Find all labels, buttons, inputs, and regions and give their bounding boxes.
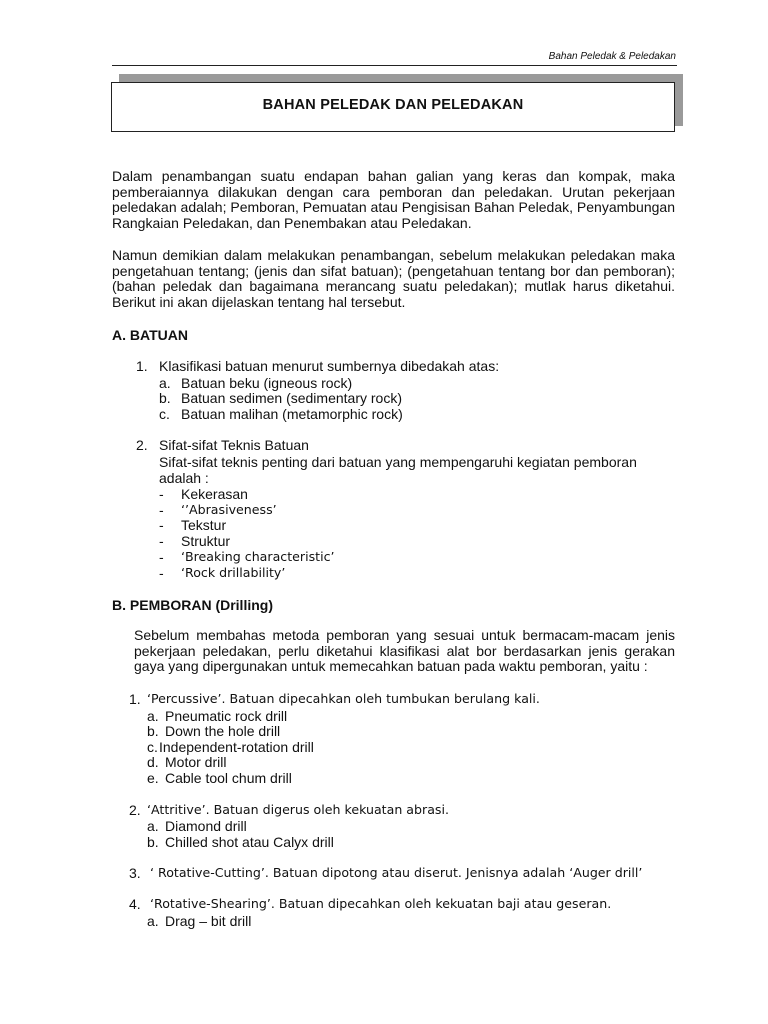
sub-item-letter: a. [159,375,171,391]
sub-item-text: Drag – bit drill [165,913,252,929]
bullet-dash: - [159,502,164,518]
bullet-dash: - [159,533,164,549]
sub-item-text: Down the hole drill [165,723,281,739]
bullet-text: Struktur [181,533,231,549]
section-b-heading: B. PEMBORAN (Drilling) [112,597,273,613]
section-b-intro: Sebelum membahas metoda pemboran yang sesuai untuk bermacam-macam jenis pekerjaan peledakan, perlu diketahui klasifikasi alat bor berdasarkan jenis gerakan gaya yang dipergunakan untuk memecahkan batuan pada waktu pemboran, yaitu : [134,627,675,675]
sub-item-letter: c. [147,739,158,755]
title-box [111,82,675,132]
document-title: BAHAN PELEDAK DAN PELEDAKAN [262,97,524,113]
bullet-text: Tekstur [181,517,227,533]
sub-item-text: Diamond drill [165,818,247,834]
sub-item-text: Batuan malihan (metamorphic rock) [181,406,403,422]
bullet-dash: - [159,549,164,565]
list-item-text: ‘Percussive’. Batuan dipecahkan oleh tumbukan berulang kali. [147,691,540,706]
list-number: 2. [136,437,148,453]
list-item-description: Sifat-sifat teknis penting dari batuan yang mempengaruhi kegiatan pemboran [159,454,637,470]
list-item-text: ‘Attritive’. Batuan digerus oleh kekuatan abrasi. [147,802,449,817]
bullet-text: ‘’Abrasiveness’ [181,502,277,517]
running-header: Bahan Peledak & Peledakan [548,51,676,62]
bullet-dash: - [159,565,164,581]
section-a-heading: A. BATUAN [112,327,188,343]
sub-item-letter: b. [159,390,171,406]
sub-item-letter: b. [147,834,159,850]
sub-item-letter: e. [147,770,159,786]
sub-item-letter: c. [159,406,170,422]
bullet-text: ‘Rock drillability’ [181,565,286,580]
sub-item-text: Pneumatic rock drill [165,708,288,724]
header-rule [112,65,677,66]
sub-item-text: Batuan sedimen (sedimentary rock) [181,390,402,406]
sub-item-text: Independent-rotation drill [159,739,314,755]
sub-item-letter: a. [147,913,159,929]
bullet-dash: - [159,486,164,502]
sub-item-text: Motor drill [165,754,227,770]
intro-paragraph-2: Namun demikian dalam melakukan penambangan, sebelum melakukan peledakan maka pengetahuan tentang; (jenis dan sifat batuan); (pengetahuan tentang bor dan pemboran); (bahan peledak dan bagaimana merancang suatu peledakan); mutlak harus diketahui. Berikut ini akan dijelaskan tentang hal tersebut. [112,247,675,310]
intro-paragraph-1: Dalam penambangan suatu endapan bahan galian yang keras dan kompak, maka pemberaiannya dilakukan dengan cara pemboran dan peledakan. Urutan pekerjaan peledakan adalah; Pemboran, Pemuatan atau Pengisisan Bahan Peledak, Penyambungan Rangkaian Peledakan, dan Penembakan atau Peledakan. [112,168,675,231]
list-item-text: Klasifikasi batuan menurut sumbernya dibedakah atas: [159,358,500,374]
sub-item-letter: a. [147,818,159,834]
list-number: 1. [129,691,141,707]
sub-item-text: Cable tool chum drill [165,770,292,786]
sub-item-text: Chilled shot atau Calyx drill [165,834,334,850]
list-number: 2. [129,802,141,818]
list-item-description: adalah : [159,470,209,486]
list-number: 4. [129,896,141,912]
list-item-text: ‘Rotative-Shearing’. Batuan dipecahkan oleh kekuatan baji atau geseran. [150,896,612,911]
bullet-text: ‘Breaking characteristic’ [181,549,335,564]
list-item-text: ‘ Rotative-Cutting’. Batuan dipotong atau diserut. Jenisnya adalah ‘Auger drill’ [150,865,643,880]
sub-item-text: Batuan beku (igneous rock) [181,375,353,391]
bullet-text: Kekerasan [181,486,248,502]
sub-item-letter: b. [147,723,159,739]
bullet-dash: - [159,517,164,533]
list-item-text: Sifat-sifat Teknis Batuan [159,437,309,453]
list-number: 1. [136,358,148,374]
list-number: 3. [129,865,141,881]
sub-item-letter: d. [147,754,159,770]
sub-item-letter: a. [147,708,159,724]
